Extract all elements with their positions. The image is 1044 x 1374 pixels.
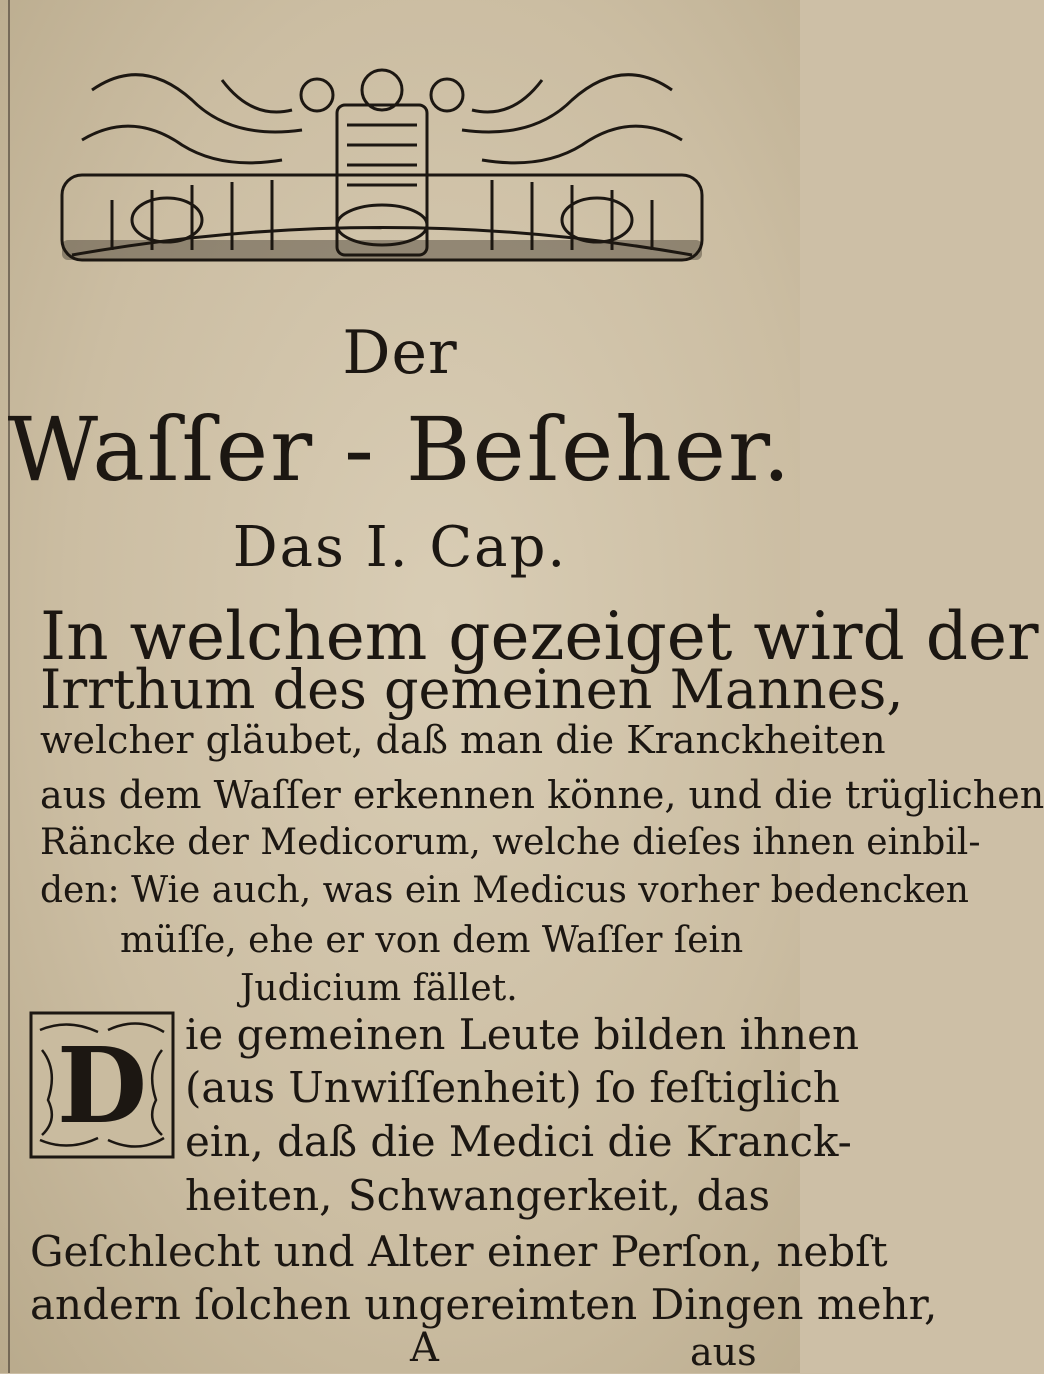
- chapter-heading: Das I. Cap.: [232, 515, 568, 580]
- summary-line: Judicium fället.: [240, 968, 518, 1009]
- body-line: Geſchlecht und Alter einer Perſon, nebſt: [30, 1227, 888, 1276]
- summary-line: Räncke der Medicorum, welche dieſes ihnen einbil-: [40, 822, 981, 863]
- body-line: ein, daß die Medici die Kranck-: [185, 1117, 852, 1166]
- catchword: aus: [690, 1330, 757, 1374]
- heading-der: Der: [342, 318, 458, 388]
- summary-line: aus dem Waſſer erkennen könne, und die trüglichen: [40, 773, 1044, 817]
- page-title: Waſſer - Beſeher.: [7, 398, 793, 501]
- body-line: (aus Unwiſſenheit) ſo feſtiglich: [185, 1063, 840, 1112]
- body-line: ie gemeinen Leute bilden ihnen: [185, 1010, 860, 1059]
- decorated-initial-icon: [28, 1010, 176, 1160]
- summary-line: Irrthum des gemeinen Mannes,: [40, 658, 904, 721]
- page-edge: [8, 0, 10, 1373]
- summary-line: In welchem gezeiget wird der: [40, 598, 1039, 675]
- body-line: andern ſolchen ungereimten Dingen mehr,: [30, 1280, 938, 1329]
- summary-line: müſſe, ehe er von dem Waſſer ſein: [120, 920, 744, 961]
- dropcap-letter: D: [56, 1024, 148, 1147]
- summary-line: den: Wie auch, was ein Medicus vorher bedencken: [40, 870, 969, 911]
- body-line: heiten, Schwangerkeit, das: [185, 1171, 770, 1220]
- floral-headpiece-icon: [52, 50, 712, 265]
- signature-mark: A: [410, 1325, 439, 1371]
- summary-line: welcher gläubet, daß man die Kranckheiten: [40, 718, 886, 762]
